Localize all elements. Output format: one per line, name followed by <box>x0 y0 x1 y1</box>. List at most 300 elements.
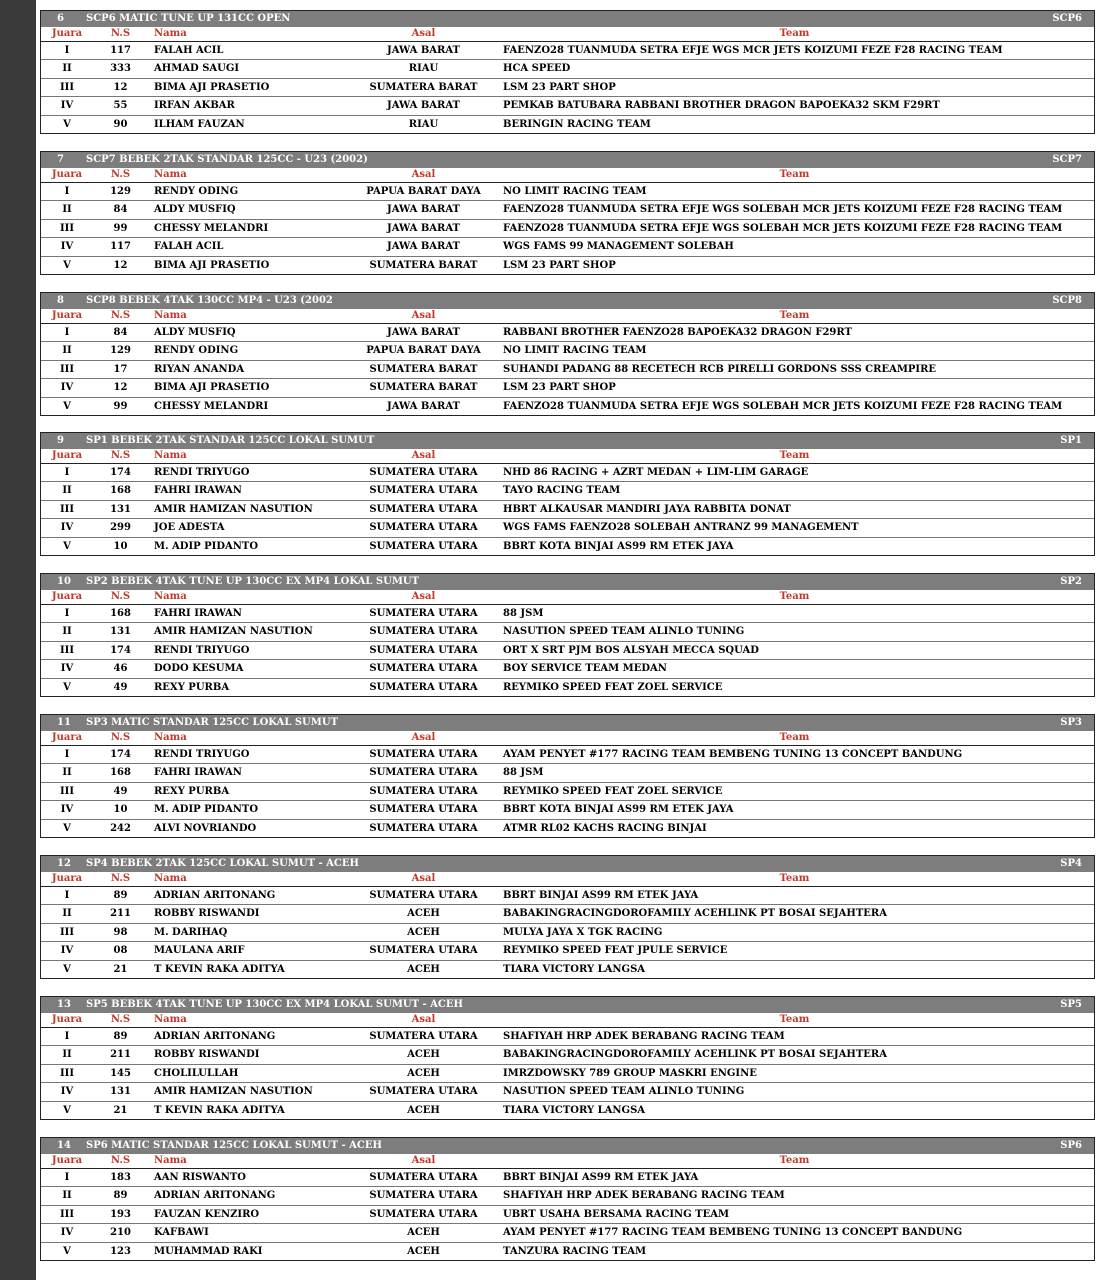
cell-juara: II <box>41 342 93 360</box>
column-header-ns: N.S <box>93 449 148 464</box>
cell-asal: ACEH <box>352 905 495 923</box>
race-section <box>40 292 1095 416</box>
cell-team: BBRT BINJAI AS99 RM ETEK JAYA <box>495 887 1094 905</box>
cell-juara: IV <box>41 942 93 960</box>
column-header-team: Team <box>495 1154 1094 1169</box>
cell-juara: II <box>41 1046 93 1064</box>
column-header-team: Team <box>495 590 1094 605</box>
column-header-asal: Asal <box>352 590 495 605</box>
cell-ns: 12 <box>93 379 148 397</box>
column-header-nama: Nama <box>148 27 352 42</box>
cell-nama: M. ADIP PIDANTO <box>154 540 259 552</box>
table-row <box>41 519 1094 537</box>
cell-juara: IV <box>41 238 93 256</box>
cell-ns: 131 <box>93 1083 148 1101</box>
column-header-nama: Nama <box>148 872 352 887</box>
header-row <box>41 309 1094 324</box>
cell-asal: SUMATERA UTARA <box>352 482 495 500</box>
cell-juara: I <box>41 1169 93 1187</box>
race-header <box>41 856 1094 872</box>
cell-asal: ACEH <box>352 1046 495 1064</box>
race-class-code: SCP6 <box>1052 13 1082 24</box>
cell-ns: 168 <box>93 482 148 500</box>
column-header-ns: N.S <box>93 1013 148 1028</box>
cell-nama: RENDY ODING <box>148 183 352 201</box>
cell-juara: V <box>63 681 71 693</box>
cell-team: NASUTION SPEED TEAM ALINLO TUNING <box>495 1083 1094 1101</box>
cell-ns: 17 <box>93 360 148 378</box>
viewer-sidebar <box>0 0 36 1280</box>
cell-juara: II <box>41 60 93 78</box>
cell-juara: V <box>63 963 71 975</box>
cell-nama: T KEVIN RAKA ADITYA <box>154 963 285 975</box>
race-title: SP3 MATIC STANDAR 125CC LOKAL SUMUT <box>86 717 339 728</box>
cell-team: UBRT USAHA BERSAMA RACING TEAM <box>495 1205 1094 1223</box>
table-row <box>41 923 1094 941</box>
cell-nama: RENDI TRIYUGO <box>148 641 352 659</box>
race-section <box>40 573 1095 697</box>
table-row <box>41 183 1094 201</box>
cell-juara: IV <box>41 660 93 678</box>
cell-team: SHAFIYAH HRP ADEK BERABANG RACING TEAM <box>495 1028 1094 1046</box>
race-header <box>41 293 1094 309</box>
cell-nama: RENDI TRIYUGO <box>148 746 352 764</box>
cell-team: REYMIKO SPEED FEAT ZOEL SERVICE <box>495 782 1094 800</box>
cell-nama: REXY PURBA <box>148 782 352 800</box>
cell-asal: SUMATERA UTARA <box>352 641 495 659</box>
cell-team: BBRT KOTA BINJAI AS99 RM ETEK JAYA <box>495 801 1094 819</box>
cell-ns: 129 <box>93 342 148 360</box>
table-row <box>41 42 1094 60</box>
cell-ns: 117 <box>93 238 148 256</box>
race-number: 13 <box>57 999 71 1010</box>
cell-team: LSM 23 PART SHOP <box>503 259 616 271</box>
cell-ns: 183 <box>93 1169 148 1187</box>
results-table <box>41 168 1094 274</box>
cell-ns: 117 <box>93 42 148 60</box>
cell-ns: 333 <box>93 60 148 78</box>
table-row <box>41 660 1094 678</box>
table-row <box>41 1242 1094 1260</box>
results-table <box>41 309 1094 415</box>
cell-ns: 145 <box>93 1064 148 1082</box>
cell-team: MULYA JAYA X TGK RACING <box>495 923 1094 941</box>
table-row <box>41 482 1094 500</box>
table-row <box>41 623 1094 641</box>
cell-juara: I <box>41 42 93 60</box>
header-row <box>41 1154 1094 1169</box>
cell-asal: SUMATERA UTARA <box>369 540 478 552</box>
column-header-ns: N.S <box>93 872 148 887</box>
race-class-code: SP2 <box>1060 576 1082 587</box>
table-row <box>41 256 1094 274</box>
table-row <box>41 1205 1094 1223</box>
cell-team: IMRZDOWSKY 789 GROUP MASKRI ENGINE <box>495 1064 1094 1082</box>
cell-team: ATMR RL02 KACHS RACING BINJAI <box>503 822 707 834</box>
cell-nama: AHMAD SAUGI <box>148 60 352 78</box>
table-row <box>41 464 1094 482</box>
cell-team: TANZURA RACING TEAM <box>503 1245 647 1257</box>
cell-nama: FAHRI IRAWAN <box>148 605 352 623</box>
cell-ns: 89 <box>93 887 148 905</box>
table-row <box>41 97 1094 115</box>
cell-nama: ALDY MUSFIQ <box>148 201 352 219</box>
cell-ns: 129 <box>93 183 148 201</box>
race-number: 10 <box>57 576 71 587</box>
cell-nama: ADRIAN ARITONANG <box>148 1187 352 1205</box>
race-section <box>40 996 1095 1120</box>
cell-ns: 21 <box>113 963 128 975</box>
cell-asal: SUMATERA UTARA <box>352 1169 495 1187</box>
header-row <box>41 168 1094 183</box>
column-header-team: Team <box>495 168 1094 183</box>
cell-nama: MAULANA ARIF <box>148 942 352 960</box>
cell-team: TIARA VICTORY LANGSA <box>503 1104 646 1116</box>
cell-juara: III <box>41 782 93 800</box>
race-title: SP4 BEBEK 2TAK 125CC LOKAL SUMUT - ACEH <box>86 858 359 869</box>
cell-juara: II <box>41 623 93 641</box>
cell-nama: ALVI NOVRIANDO <box>154 822 257 834</box>
cell-asal: SUMATERA BARAT <box>352 379 495 397</box>
header-row <box>41 1013 1094 1028</box>
column-header-nama: Nama <box>148 1013 352 1028</box>
cell-nama: ALDY MUSFIQ <box>148 324 352 342</box>
cell-ns: 211 <box>93 1046 148 1064</box>
race-header <box>41 152 1094 168</box>
cell-team: 88 JSM <box>495 605 1094 623</box>
cell-ns: 242 <box>110 822 131 834</box>
cell-team: 88 JSM <box>495 764 1094 782</box>
cell-team: REYMIKO SPEED FEAT JPULE SERVICE <box>495 942 1094 960</box>
column-header-juara: Juara <box>41 168 93 183</box>
cell-team: BOY SERVICE TEAM MEDAN <box>495 660 1094 678</box>
cell-juara: II <box>41 905 93 923</box>
cell-asal: SUMATERA UTARA <box>352 519 495 537</box>
column-header-ns: N.S <box>93 27 148 42</box>
cell-ns: 99 <box>113 400 128 412</box>
table-row <box>41 60 1094 78</box>
cell-asal: SUMATERA BARAT <box>352 360 495 378</box>
cell-nama: CHOLILULLAH <box>148 1064 352 1082</box>
column-header-asal: Asal <box>352 1154 495 1169</box>
column-header-nama: Nama <box>148 590 352 605</box>
cell-juara: II <box>41 482 93 500</box>
cell-nama: FAHRI IRAWAN <box>148 764 352 782</box>
race-section <box>40 855 1095 979</box>
cell-asal: SUMATERA UTARA <box>369 822 478 834</box>
cell-juara: I <box>41 464 93 482</box>
cell-asal: SUMATERA UTARA <box>352 746 495 764</box>
cell-juara: I <box>41 887 93 905</box>
cell-team: ORT X SRT PJM BOS ALSYAH MECCA SQUAD <box>495 641 1094 659</box>
cell-nama: BIMA AJI PRASETIO <box>148 78 352 96</box>
race-number: 7 <box>57 154 64 165</box>
cell-ns: 131 <box>93 623 148 641</box>
race-title: SP5 BEBEK 4TAK TUNE UP 130CC EX MP4 LOKAL SUMUT - ACEH <box>86 999 463 1010</box>
column-header-asal: Asal <box>352 449 495 464</box>
cell-team: BABAKINGRACINGDOROFAMILY ACEHLINK PT BOSAI SEJAHTERA <box>495 905 1094 923</box>
column-header-ns: N.S <box>93 1154 148 1169</box>
cell-ns: 174 <box>93 746 148 764</box>
race-section <box>40 714 1095 838</box>
cell-nama: M. ADIP PIDANTO <box>148 801 352 819</box>
cell-ns: 84 <box>93 324 148 342</box>
cell-asal: SUMATERA UTARA <box>352 464 495 482</box>
cell-team: FAENZO28 TUANMUDA SETRA EFJE WGS SOLEBAH MCR JETS KOIZUMI FEZE F28 RACING TEAM <box>503 400 1063 412</box>
column-header-asal: Asal <box>352 27 495 42</box>
cell-nama: RIYAN ANANDA <box>148 360 352 378</box>
cell-juara: II <box>41 1187 93 1205</box>
cell-nama: ILHAM FAUZAN <box>154 118 245 130</box>
results-table <box>41 449 1094 555</box>
cell-juara: IV <box>41 801 93 819</box>
cell-nama: CHESSY MELANDRI <box>154 400 269 412</box>
cell-asal: SUMATERA UTARA <box>352 1187 495 1205</box>
column-header-ns: N.S <box>93 590 148 605</box>
table-row <box>41 78 1094 96</box>
column-header-juara: Juara <box>41 449 93 464</box>
cell-ns: 89 <box>93 1028 148 1046</box>
cell-ns: 12 <box>93 78 148 96</box>
cell-ns: 89 <box>93 1187 148 1205</box>
cell-juara: V <box>63 400 71 412</box>
table-row <box>41 500 1094 518</box>
cell-asal: JAWA BARAT <box>352 324 495 342</box>
cell-team: HCA SPEED <box>495 60 1094 78</box>
cell-asal: RIAU <box>352 60 495 78</box>
cell-team: NHD 86 RACING + AZRT MEDAN + LIM-LIM GARAGE <box>495 464 1094 482</box>
race-title: SCP7 BEBEK 2TAK STANDAR 125CC - U23 (2002) <box>86 154 368 165</box>
cell-nama: RENDY ODING <box>148 342 352 360</box>
table-row <box>41 1101 1094 1119</box>
table-row <box>41 537 1094 555</box>
race-title: SP2 BEBEK 4TAK TUNE UP 130CC EX MP4 LOKAL SUMUT <box>86 576 420 587</box>
cell-asal: SUMATERA UTARA <box>352 1083 495 1101</box>
race-number: 9 <box>57 435 64 446</box>
cell-ns: 49 <box>93 782 148 800</box>
cell-asal: SUMATERA UTARA <box>352 887 495 905</box>
cell-juara: III <box>41 1064 93 1082</box>
cell-team: LSM 23 PART SHOP <box>495 78 1094 96</box>
cell-juara: III <box>41 360 93 378</box>
table-row <box>41 641 1094 659</box>
results-table <box>41 27 1094 133</box>
table-row <box>41 342 1094 360</box>
column-header-asal: Asal <box>352 872 495 887</box>
race-number: 12 <box>57 858 71 869</box>
cell-nama: CHESSY MELANDRI <box>148 219 352 237</box>
cell-asal: SUMATERA UTARA <box>352 782 495 800</box>
cell-ns: 168 <box>93 605 148 623</box>
cell-ns: 12 <box>113 259 128 271</box>
cell-asal: JAWA BARAT <box>352 97 495 115</box>
race-title: SP1 BEBEK 2TAK STANDAR 125CC LOKAL SUMUT <box>86 435 375 446</box>
cell-team: SUHANDI PADANG 88 RECETECH RCB PIRELLI GORDONS SSS CREAMPIRE <box>495 360 1094 378</box>
table-row <box>41 379 1094 397</box>
cell-asal: SUMATERA UTARA <box>352 605 495 623</box>
cell-ns: 08 <box>93 942 148 960</box>
table-row <box>41 782 1094 800</box>
cell-nama: FAUZAN KENZIRO <box>148 1205 352 1223</box>
cell-nama: KAFBAWI <box>148 1224 352 1242</box>
cell-nama: M. DARIHAQ <box>148 923 352 941</box>
cell-team: NO LIMIT RACING TEAM <box>495 183 1094 201</box>
table-row <box>41 801 1094 819</box>
cell-ns: 174 <box>93 641 148 659</box>
race-section <box>40 151 1095 275</box>
race-class-code: SP3 <box>1060 717 1082 728</box>
table-row <box>41 238 1094 256</box>
column-header-nama: Nama <box>148 309 352 324</box>
race-header <box>41 997 1094 1013</box>
table-row <box>41 819 1094 837</box>
race-class-code: SCP8 <box>1052 295 1082 306</box>
cell-team: BERINGIN RACING TEAM <box>503 118 651 130</box>
cell-asal: RIAU <box>408 118 439 130</box>
table-row <box>41 115 1094 133</box>
column-header-ns: N.S <box>93 731 148 746</box>
results-table <box>41 872 1094 978</box>
table-row <box>41 397 1094 415</box>
column-header-ns: N.S <box>93 168 148 183</box>
cell-asal: JAWA BARAT <box>352 201 495 219</box>
results-sheet <box>36 0 1097 1280</box>
table-row <box>41 605 1094 623</box>
header-row <box>41 731 1094 746</box>
cell-juara: V <box>63 118 71 130</box>
column-header-nama: Nama <box>148 731 352 746</box>
cell-nama: FALAH ACIL <box>148 42 352 60</box>
cell-nama: IRFAN AKBAR <box>148 97 352 115</box>
cell-asal: SUMATERA UTARA <box>352 623 495 641</box>
cell-asal: SUMATERA UTARA <box>352 660 495 678</box>
cell-asal: PAPUA BARAT DAYA <box>352 342 495 360</box>
cell-asal: PAPUA BARAT DAYA <box>352 183 495 201</box>
results-table <box>41 731 1094 837</box>
cell-asal: JAWA BARAT <box>387 400 460 412</box>
cell-ns: 131 <box>93 500 148 518</box>
cell-nama: REXY PURBA <box>154 681 230 693</box>
cell-juara: IV <box>41 519 93 537</box>
column-header-team: Team <box>495 731 1094 746</box>
table-row <box>41 1169 1094 1187</box>
cell-asal: ACEH <box>407 1104 440 1116</box>
cell-ns: 90 <box>113 118 128 130</box>
table-row <box>41 1028 1094 1046</box>
cell-ns: 210 <box>93 1224 148 1242</box>
cell-team: WGS FAMS FAENZO28 SOLEBAH ANTRANZ 99 MANAGEMENT <box>495 519 1094 537</box>
column-header-team: Team <box>495 872 1094 887</box>
table-row <box>41 201 1094 219</box>
race-title: SCP6 MATIC TUNE UP 131CC OPEN <box>86 13 291 24</box>
cell-asal: SUMATERA UTARA <box>352 1028 495 1046</box>
cell-juara: I <box>41 746 93 764</box>
cell-nama: BIMA AJI PRASETIO <box>154 259 270 271</box>
header-row <box>41 449 1094 464</box>
column-header-team: Team <box>495 1013 1094 1028</box>
cell-juara: IV <box>41 1083 93 1101</box>
cell-nama: ROBBY RISWANDI <box>148 1046 352 1064</box>
race-title: SCP8 BEBEK 4TAK 130CC MP4 - U23 (2002 <box>86 295 333 306</box>
cell-juara: III <box>41 923 93 941</box>
column-header-juara: Juara <box>41 731 93 746</box>
table-row <box>41 746 1094 764</box>
cell-ns: 55 <box>93 97 148 115</box>
cell-ns: 10 <box>113 540 128 552</box>
race-title: SP6 MATIC STANDAR 125CC LOKAL SUMUT - ACEH <box>86 1140 382 1151</box>
cell-ns: 21 <box>113 1104 128 1116</box>
header-row <box>41 27 1094 42</box>
table-row <box>41 360 1094 378</box>
column-header-asal: Asal <box>352 168 495 183</box>
column-header-asal: Asal <box>352 1013 495 1028</box>
cell-ns: 98 <box>93 923 148 941</box>
cell-asal: JAWA BARAT <box>352 238 495 256</box>
cell-ns: 174 <box>93 464 148 482</box>
cell-nama: T KEVIN RAKA ADITYA <box>154 1104 285 1116</box>
cell-team: TAYO RACING TEAM <box>495 482 1094 500</box>
cell-nama: AMIR HAMIZAN NASUTION <box>148 623 352 641</box>
cell-juara: III <box>41 1205 93 1223</box>
cell-juara: V <box>63 822 71 834</box>
race-section <box>40 432 1095 556</box>
column-header-ns: N.S <box>93 309 148 324</box>
cell-asal: SUMATERA UTARA <box>352 801 495 819</box>
cell-team: PEMKAB BATUBARA RABBANI BROTHER DRAGON BAPOEKA32 SKM F29RT <box>495 97 1094 115</box>
race-section <box>40 10 1095 134</box>
cell-asal: ACEH <box>352 1064 495 1082</box>
race-header <box>41 11 1094 27</box>
race-header <box>41 1138 1094 1154</box>
cell-team: FAENZO28 TUANMUDA SETRA EFJE WGS SOLEBAH MCR JETS KOIZUMI FEZE F28 RACING TEAM <box>495 201 1094 219</box>
cell-juara: II <box>41 764 93 782</box>
cell-nama: FAHRI IRAWAN <box>148 482 352 500</box>
race-number: 14 <box>57 1140 71 1151</box>
cell-asal: SUMATERA UTARA <box>352 1205 495 1223</box>
cell-team: FAENZO28 TUANMUDA SETRA EFJE WGS MCR JETS KOIZUMI FEZE F28 RACING TEAM <box>495 42 1094 60</box>
cell-team: NASUTION SPEED TEAM ALINLO TUNING <box>495 623 1094 641</box>
cell-ns: 10 <box>93 801 148 819</box>
race-class-code: SP5 <box>1060 999 1082 1010</box>
cell-team: LSM 23 PART SHOP <box>495 379 1094 397</box>
cell-asal: SUMATERA BARAT <box>352 78 495 96</box>
race-number: 11 <box>57 717 71 728</box>
cell-team: HBRT ALKAUSAR MANDIRI JAYA RABBITA DONAT <box>495 500 1094 518</box>
header-row <box>41 590 1094 605</box>
cell-asal: ACEH <box>407 963 440 975</box>
cell-nama: FALAH ACIL <box>148 238 352 256</box>
cell-juara: IV <box>41 97 93 115</box>
table-row <box>41 678 1094 696</box>
cell-nama: BIMA AJI PRASETIO <box>148 379 352 397</box>
cell-juara: V <box>63 259 71 271</box>
column-header-nama: Nama <box>148 168 352 183</box>
race-number: 8 <box>57 295 64 306</box>
column-header-team: Team <box>495 449 1094 464</box>
cell-juara: V <box>63 1104 71 1116</box>
cell-nama: AAN RISWANTO <box>148 1169 352 1187</box>
cell-team: SHAFIYAH HRP ADEK BERABANG RACING TEAM <box>495 1187 1094 1205</box>
race-section <box>40 1137 1095 1261</box>
cell-team: BBRT BINJAI AS99 RM ETEK JAYA <box>495 1169 1094 1187</box>
cell-juara: I <box>41 1028 93 1046</box>
cell-asal: SUMATERA BARAT <box>369 259 478 271</box>
cell-team: REYMIKO SPEED FEAT ZOEL SERVICE <box>503 681 723 693</box>
cell-team: BABAKINGRACINGDOROFAMILY ACEHLINK PT BOSAI SEJAHTERA <box>495 1046 1094 1064</box>
column-header-asal: Asal <box>352 309 495 324</box>
cell-nama: AMIR HAMIZAN NASUTION <box>148 500 352 518</box>
cell-juara: III <box>41 78 93 96</box>
